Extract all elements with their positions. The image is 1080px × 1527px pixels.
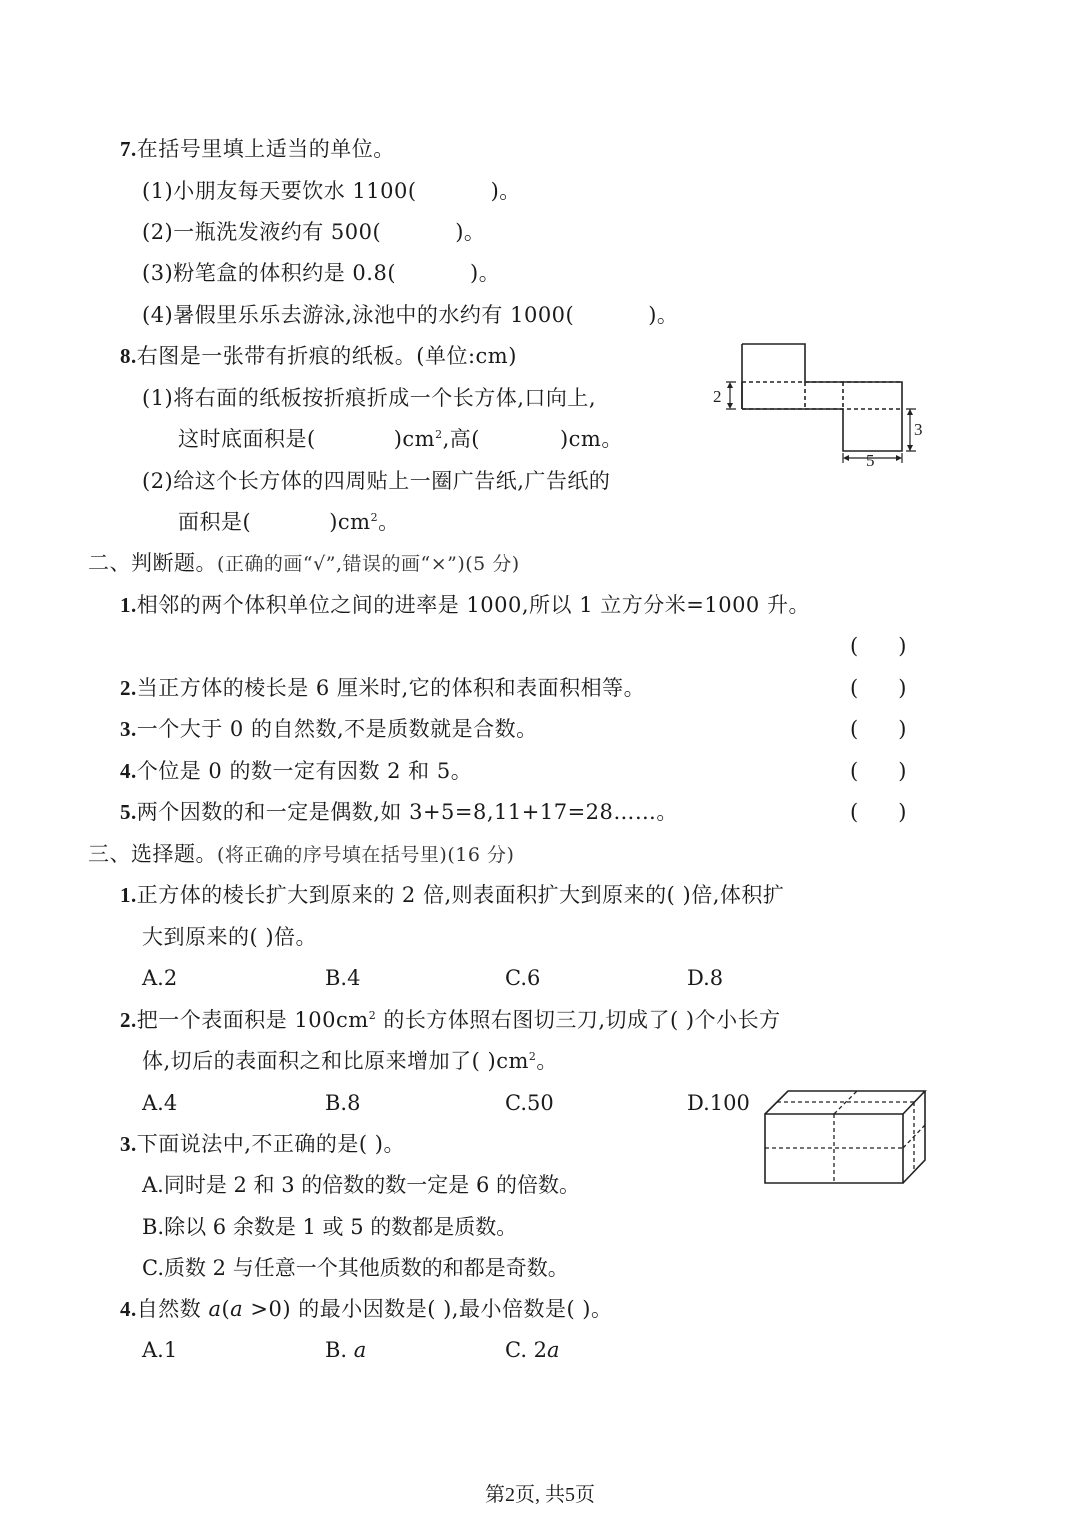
q8-ad-end: 。 [378, 510, 400, 534]
folded-cardboard-diagram [710, 338, 930, 473]
q8-part2-line1: (2)给这个长方体的四周贴上一圈广告纸,广告纸的 [142, 469, 611, 493]
dim-label-2: 2 [713, 387, 722, 406]
mc-q3-option-b[interactable]: B.除以 6 余数是 1 或 5 的数都是质数。 [142, 1215, 518, 1239]
mc-q4-text-b: ( [221, 1297, 231, 1321]
section3-title: 三、选择题。 [88, 842, 217, 866]
mc-q3-text: 下面说法中,不正确的是( )。 [136, 1132, 405, 1156]
q7-item-3-text: (3)粉笔盒的体积约是 0.8( [142, 261, 397, 285]
paren-close: ) [898, 717, 907, 741]
q8-title [120, 343, 517, 369]
mc-q4-var-a2: a [230, 1297, 244, 1321]
q7-item-4-close: )。 [648, 303, 679, 327]
paren-close: ) [898, 759, 907, 783]
tf-answer-4[interactable] [850, 758, 906, 784]
tf-item-3-text: 一个大于 0 的自然数,不是质数就是合数。 [136, 717, 538, 741]
mc-q2-option-b[interactable]: B.8 [325, 1091, 361, 1115]
q8-number: 8. [120, 344, 137, 368]
q7-item-4 [142, 302, 678, 328]
mc-q2-option-d[interactable]: D.100 [687, 1091, 750, 1115]
q7-item-3-close: )。 [470, 261, 501, 285]
q8-unit-cm: )cm [393, 427, 436, 451]
mc-q4-num: 4. [120, 1297, 137, 1321]
q7-item-3 [142, 260, 500, 286]
mc-q4-option-c[interactable] [505, 1337, 560, 1363]
q8-ad-area-label: 面积是( [178, 510, 252, 534]
paren-open: ( [850, 634, 859, 658]
paren-close: ) [898, 800, 907, 824]
mc-q2-num: 2. [120, 1008, 137, 1032]
tf-item-2-num: 2. [120, 676, 137, 700]
section2-note: (正确的画“√”,错误的画“×”)(5 分) [217, 553, 520, 575]
mc-q4-var-a: a [208, 1297, 222, 1321]
q7-title-text: 在括号里填上适当的单位。 [136, 137, 395, 161]
q8-part2-line2 [178, 509, 400, 535]
mc-q2-option-c[interactable]: C.50 [505, 1091, 554, 1115]
cuboid-cut-diagram [760, 1086, 930, 1188]
mc-q2-text-a: 把一个表面积是 100cm [136, 1008, 369, 1032]
mc-q1-line2: 大到原来的( )倍。 [142, 925, 318, 949]
q8-unit-sup: 2 [435, 428, 443, 441]
mc-q4-option-a-label: A.1 [142, 1338, 178, 1362]
tf-item-2-text: 当正方体的棱长是 6 厘米时,它的体积和表面积相等。 [136, 676, 646, 700]
tf-item-1 [120, 592, 810, 618]
paren-open: ( [850, 759, 859, 783]
section3-header [88, 841, 514, 868]
q8-part1-line2 [178, 426, 623, 452]
q7-item-1-close: )。 [490, 179, 521, 203]
q8-height-label: ,高( [442, 427, 480, 451]
tf-item-4-text: 个位是 0 的数一定有因数 2 和 5。 [136, 759, 473, 783]
q8-base-area-label: 这时底面积是( [178, 427, 316, 451]
paren-open: ( [850, 717, 859, 741]
mc-q4-option-b-var: a [353, 1338, 367, 1362]
q7-item-2-close: )。 [455, 220, 486, 244]
mc-q1-option-b[interactable]: B.4 [325, 966, 361, 990]
mc-q1-num: 1. [120, 883, 137, 907]
q7-title [120, 136, 395, 162]
mc-q1-option-a[interactable]: A.2 [142, 966, 178, 990]
q7-item-1 [142, 178, 521, 204]
q7-item-2 [142, 219, 485, 245]
q8-ad-unit: )cm [329, 510, 371, 534]
paren-open: ( [850, 676, 859, 700]
tf-item-4-num: 4. [120, 759, 137, 783]
mc-q1-option-c[interactable]: C.6 [505, 966, 541, 990]
mc-q1-line1 [120, 882, 784, 908]
tf-item-5-text: 两个因数的和一定是偶数,如 3+5=8,11+17=28……。 [136, 800, 678, 824]
mc-q2-line2-sup: 2 [528, 1050, 537, 1063]
tf-item-5 [120, 799, 678, 825]
page-footer: 第2页, 共5页 [485, 1484, 595, 1506]
tf-item-2 [120, 675, 645, 701]
mc-q1-text: 正方体的棱长扩大到原来的 2 倍,则表面积扩大到原来的( )倍,体积扩 [136, 883, 785, 907]
q8-ad-unit-sup: 2 [370, 511, 379, 524]
tf-item-1-num: 1. [120, 593, 137, 617]
mc-q4-option-b-label: B. [325, 1338, 354, 1362]
section2-title: 二、判断题。 [88, 551, 217, 575]
mc-q2-text-b: 的长方体照右图切三刀,切成了( )个小长方 [376, 1008, 781, 1032]
mc-q2-line1 [120, 1007, 781, 1033]
mc-q3-option-c[interactable]: C.质数 2 与任意一个其他质数的和都是奇数。 [142, 1256, 569, 1280]
paren-close: ) [898, 676, 907, 700]
mc-q2-line2 [142, 1048, 558, 1074]
dim-label-3: 3 [914, 420, 923, 439]
tf-item-3-num: 3. [120, 717, 137, 741]
mc-q4-option-c-label: C. 2 [505, 1338, 548, 1362]
mc-q3-num: 3. [120, 1132, 137, 1156]
q7-item-2-text: (2)一瓶洗发液约有 500( [142, 220, 382, 244]
mc-q3-option-a[interactable]: A.同时是 2 和 3 的倍数的数一定是 6 的倍数。 [142, 1173, 580, 1197]
q7-item-1-text: (1)小朋友每天要饮水 1100( [142, 179, 417, 203]
paren-close: ) [898, 634, 907, 658]
mc-q4-option-c-var: a [547, 1338, 560, 1362]
tf-answer-1[interactable] [850, 633, 906, 659]
tf-answer-5[interactable] [850, 799, 906, 825]
paren-open: ( [850, 800, 859, 824]
mc-q4-line1 [120, 1296, 613, 1322]
mc-q4-text-a: 自然数 [136, 1297, 209, 1321]
tf-answer-3[interactable] [850, 716, 906, 742]
tf-item-1-text: 相邻的两个体积单位之间的进率是 1000,所以 1 立方分米=1000 升。 [136, 593, 810, 617]
mc-q2-option-a[interactable]: A.4 [142, 1091, 178, 1115]
q7-number: 7. [120, 137, 137, 161]
mc-q3-line1 [120, 1131, 405, 1157]
q8-height-unit: )cm。 [559, 427, 623, 451]
mc-q4-text-c: >0) 的最小因数是( ),最小倍数是( )。 [243, 1297, 613, 1321]
mc-q4-option-a[interactable] [142, 1337, 177, 1363]
mc-q4-option-b[interactable] [325, 1337, 366, 1363]
mc-q2-line2-text: 体,切后的表面积之和比原来增加了( )cm [142, 1049, 529, 1073]
mc-q2-line2-end: 。 [536, 1049, 558, 1073]
dim-label-5: 5 [866, 451, 875, 470]
tf-item-3 [120, 716, 538, 742]
q8-title-text: 右图是一张带有折痕的纸板。(单位:cm) [136, 344, 517, 368]
section3-note: (将正确的序号填在括号里)(16 分) [217, 844, 515, 866]
section2-header [88, 550, 520, 577]
mc-q1-option-d[interactable]: D.8 [687, 966, 724, 990]
q8-part1-line1: (1)将右面的纸板按折痕折成一个长方体,口向上, [142, 386, 597, 410]
tf-answer-2[interactable] [850, 675, 906, 701]
tf-item-5-num: 5. [120, 800, 137, 824]
q7-item-4-text: (4)暑假里乐乐去游泳,泳池中的水约有 1000( [142, 303, 575, 327]
tf-item-4 [120, 758, 472, 784]
mc-q2-sup: 2 [368, 1009, 377, 1022]
